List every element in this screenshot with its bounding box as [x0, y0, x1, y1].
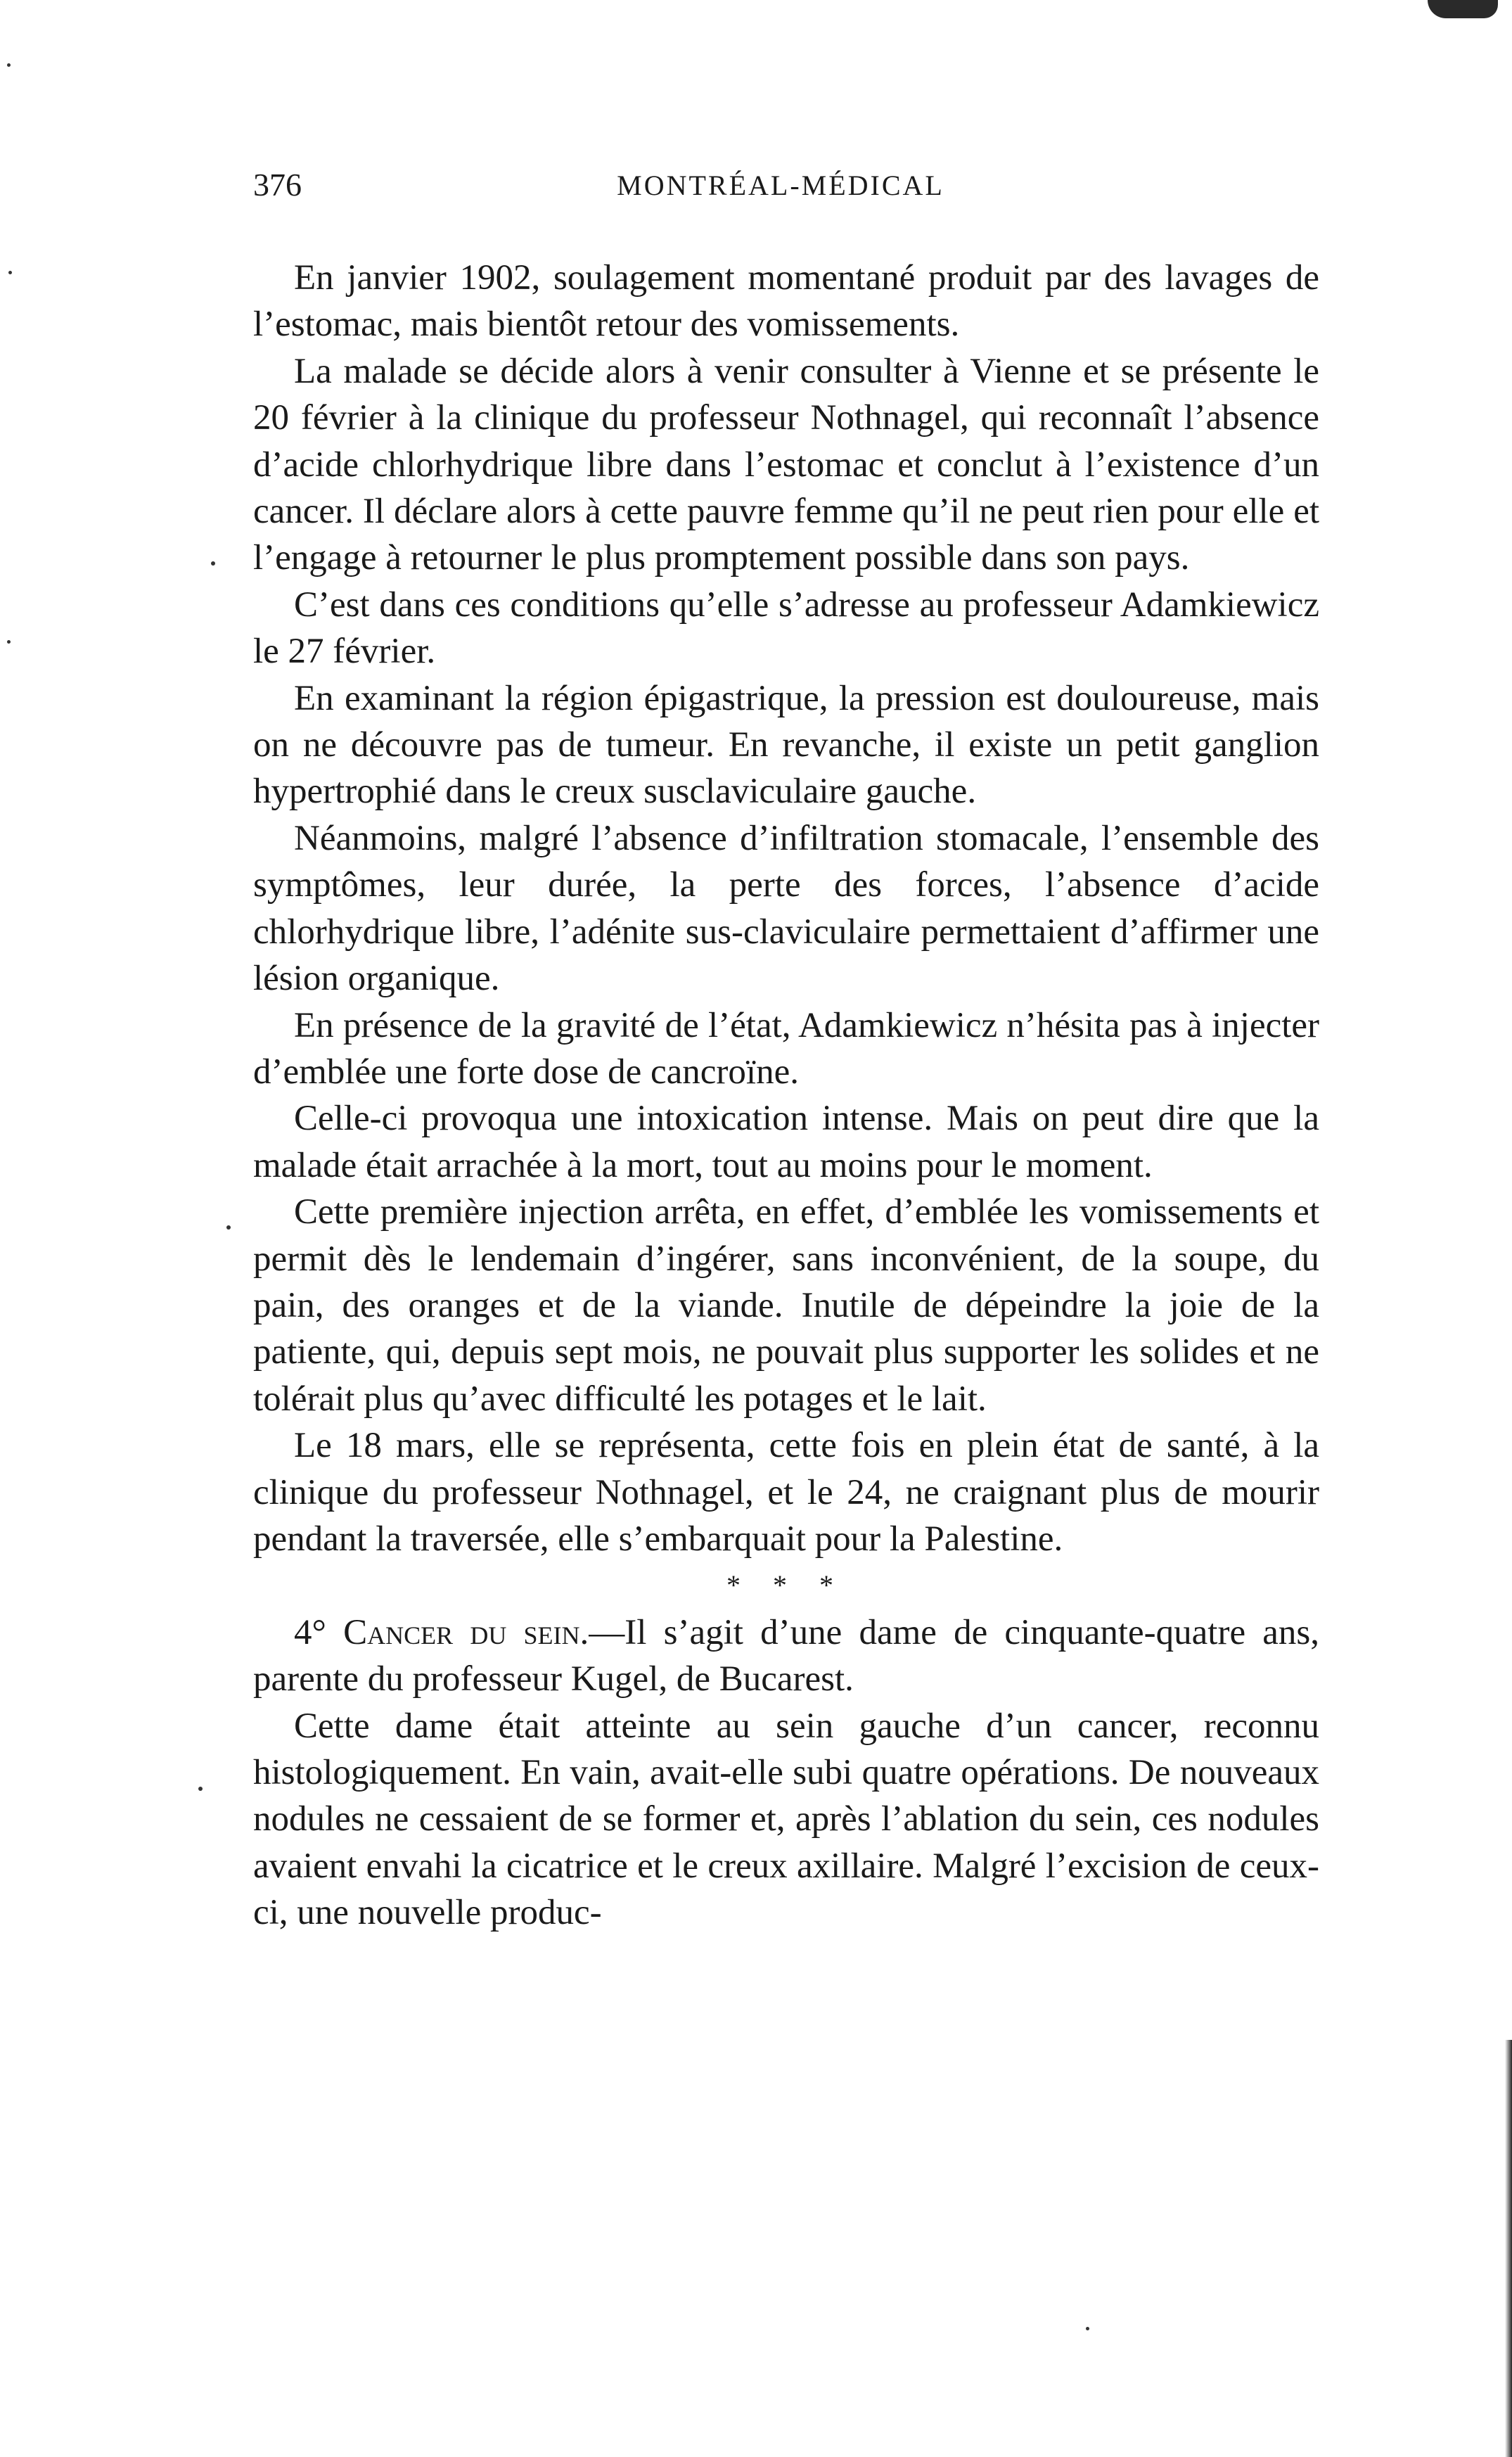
section-paragraph: [253, 1609, 1319, 1703]
running-head: MONTRÉAL-MÉDICAL: [617, 170, 944, 201]
section-title: Cancer du sein.: [343, 1612, 589, 1652]
scan-speck: [1086, 2327, 1089, 2330]
page-number: 376: [253, 167, 302, 203]
paragraph: Néanmoins, malgré l’absence d’infiltration stomacale, l’ensemble des symptômes, leur durée, la perte des forces, l’absence d’acide chlorhydrique libre, l’adénite sus-claviculaire permettaient d’affirmer une lésion organique.: [253, 818, 1319, 999]
scan-edge-shadow: [1505, 2040, 1512, 2457]
paragraph: En examinant la région épigastrique, la pression est douloureuse, mais on ne découvre pas de tumeur. En revanche, il existe un petit ganglion hypertrophié dans le creux susclaviculaire gauche.: [253, 678, 1319, 812]
paragraph: C’est dans ces conditions qu’elle s’adresse au professeur Adamkiewicz le 27 février.: [253, 585, 1319, 672]
section-lead: —Il s’agit d’une dame de cinquante-quatre ans, parente du professeur Kugel, de Bucarest.: [253, 1612, 1320, 1699]
scan-speck: [7, 640, 11, 644]
paragraph: La malade se décide alors à venir consulter à Vienne et se présente le 20 février à la clinique du professeur Nothnagel, qui reconnaît l’absence d’acide chlorhydrique libre dans l’estomac et conclut à l’existence d’un cancer. Il déclare alors à cette pauvre femme qu’il ne peut rien pour elle et l’engage à retourner le plus promptement possible dans son pays.: [253, 351, 1319, 578]
page-header: [253, 166, 1308, 215]
scan-speck: [211, 561, 215, 566]
paragraph: En présence de la gravité de l’état, Adamkiewicz n’hésita pas à injecter d’emblée une forte dose de cancroïne.: [253, 1005, 1319, 1092]
scan-speck: [226, 1225, 231, 1230]
scan-smudge: [1428, 0, 1498, 18]
paragraph: Celle-ci provoqua une intoxication intense. Mais on peut dire que la malade était arrachée à la mort, tout au moins pour le moment.: [253, 1099, 1319, 1185]
paragraph: Cette première injection arrêta, en effet, d’emblée les vomissements et permit dès le lendemain d’ingérer, sans inconvénient, de la soupe, du pain, des oranges et de la viande. Inutile de dépeindre la joie de la patiente, qui, depuis sept mois, ne pouvait plus supporter les solides et ne tolérait plus qu’avec difficulté les potages et le lait.: [253, 1192, 1319, 1419]
paragraph: En janvier 1902, soulagement momentané produit par des lavages de l’estomac, mais bientôt retour des vomissements.: [253, 258, 1319, 345]
scan-speck: [7, 63, 11, 67]
scan-speck: [198, 1787, 203, 1791]
scan-speck: [8, 271, 12, 274]
section-separator: * * *: [726, 1569, 846, 1602]
paragraph: Cette dame était atteinte au sein gauche d’un cancer, reconnu histologiquement. En vain, avait-elle subi quatre opérations. De nouveaux nodules ne cessaient de se former et, après l’ablation du sein, ces nodules avaient envahi la cicatrice et le creux axillaire. Malgré l’excision de ceux-ci, une nouvelle produc-: [253, 1706, 1319, 1933]
section-number: 4°: [294, 1612, 326, 1652]
paragraph: Le 18 mars, elle se représenta, cette fois en plein état de santé, à la clinique du professeur Nothnagel, et le 24, ne craignant plus de mourir pendant la traversée, elle s’embarquait pour la Palestine.: [253, 1426, 1319, 1559]
body-text: [253, 255, 1319, 1936]
